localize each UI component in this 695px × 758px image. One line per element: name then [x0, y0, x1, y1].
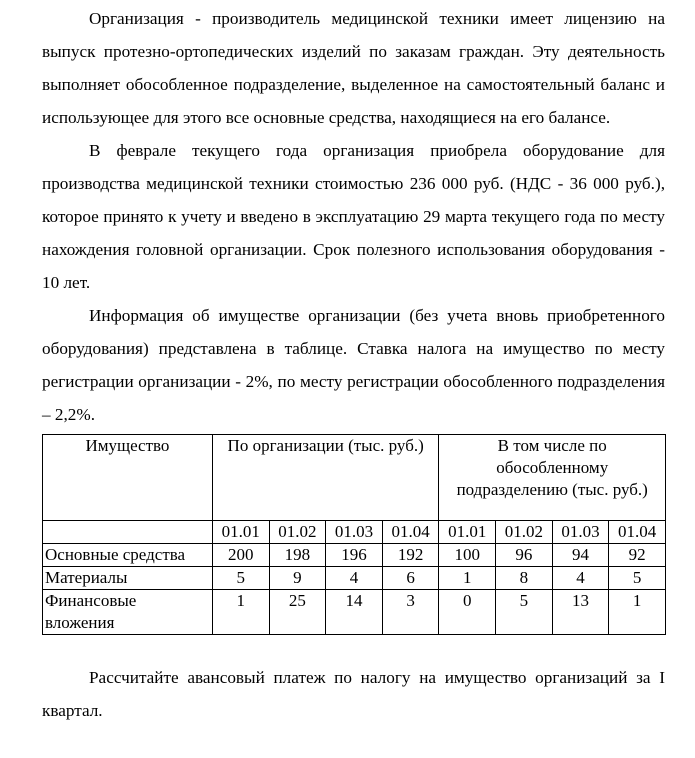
date-cell: 01.02	[496, 521, 553, 544]
value-cell: 6	[382, 567, 439, 590]
value-cell: 100	[439, 544, 496, 567]
table-row	[43, 590, 666, 635]
table-row	[43, 544, 666, 567]
date-cell: 01.04	[609, 521, 666, 544]
table-row	[43, 567, 666, 590]
header-organization: По организации (тыс. руб.)	[212, 435, 439, 521]
task-paragraph: Рассчитайте авансовый платеж по налогу на имущество организаций за I квартал.	[42, 668, 665, 720]
row-label: Финансовые вложения	[43, 590, 213, 635]
value-cell: 94	[552, 544, 609, 567]
paragraph-equipment: В феврале текущего года организация приобрела оборудование для производства медицинской техники стоимостью 236 000 руб. (НДС - 36 000 руб.), которое принято к учету и введено в эксплуатацию 29 марта текущего года по месту нахождения головной организации. Срок полезного использования оборудования - 10 лет.	[42, 141, 665, 292]
value-cell: 1	[212, 590, 269, 635]
paragraph-table-intro: Информация об имуществе организации (без учета вновь приобретенного оборудования) представлена в таблице. Ставка налога на имущество по месту регистрации организации - 2%, по месту регистрации обособленного подразделения – 2,2%.	[42, 306, 665, 424]
value-cell: 14	[326, 590, 383, 635]
paragraph-intro: Организация - производитель медицинской техники имеет лицензию на выпуск протезно-ортопедических изделий по заказам граждан. Эту деятельность выполняет обособленное подразделение, выделенное на самостоятельный баланс и использующее для этого все основные средства, находящиеся на его балансе.	[42, 9, 665, 127]
row-label: Материалы	[43, 567, 213, 590]
header-subdivision: В том числе по обособленному подразделению (тыс. руб.)	[439, 435, 666, 521]
document-page	[42, 0, 665, 727]
date-cell: 01.01	[212, 521, 269, 544]
value-cell: 4	[326, 567, 383, 590]
value-cell: 92	[609, 544, 666, 567]
date-cell: 01.01	[439, 521, 496, 544]
value-cell: 96	[496, 544, 553, 567]
value-cell: 3	[382, 590, 439, 635]
value-cell: 1	[609, 590, 666, 635]
property-table	[42, 434, 666, 635]
date-cell: 01.04	[382, 521, 439, 544]
value-cell: 25	[269, 590, 326, 635]
value-cell: 8	[496, 567, 553, 590]
row-label: Основные средства	[43, 544, 213, 567]
value-cell: 198	[269, 544, 326, 567]
value-cell: 0	[439, 590, 496, 635]
table-dates-row	[43, 521, 666, 544]
value-cell: 200	[212, 544, 269, 567]
date-cell: 01.02	[269, 521, 326, 544]
value-cell: 5	[212, 567, 269, 590]
table-header-row	[43, 435, 666, 521]
value-cell: 1	[439, 567, 496, 590]
date-cell: 01.03	[552, 521, 609, 544]
value-cell: 192	[382, 544, 439, 567]
value-cell: 13	[552, 590, 609, 635]
value-cell: 5	[609, 567, 666, 590]
value-cell: 9	[269, 567, 326, 590]
date-cell: 01.03	[326, 521, 383, 544]
value-cell: 5	[496, 590, 553, 635]
header-property: Имущество	[43, 435, 213, 521]
value-cell: 4	[552, 567, 609, 590]
value-cell: 196	[326, 544, 383, 567]
header-empty-cell	[43, 521, 213, 544]
